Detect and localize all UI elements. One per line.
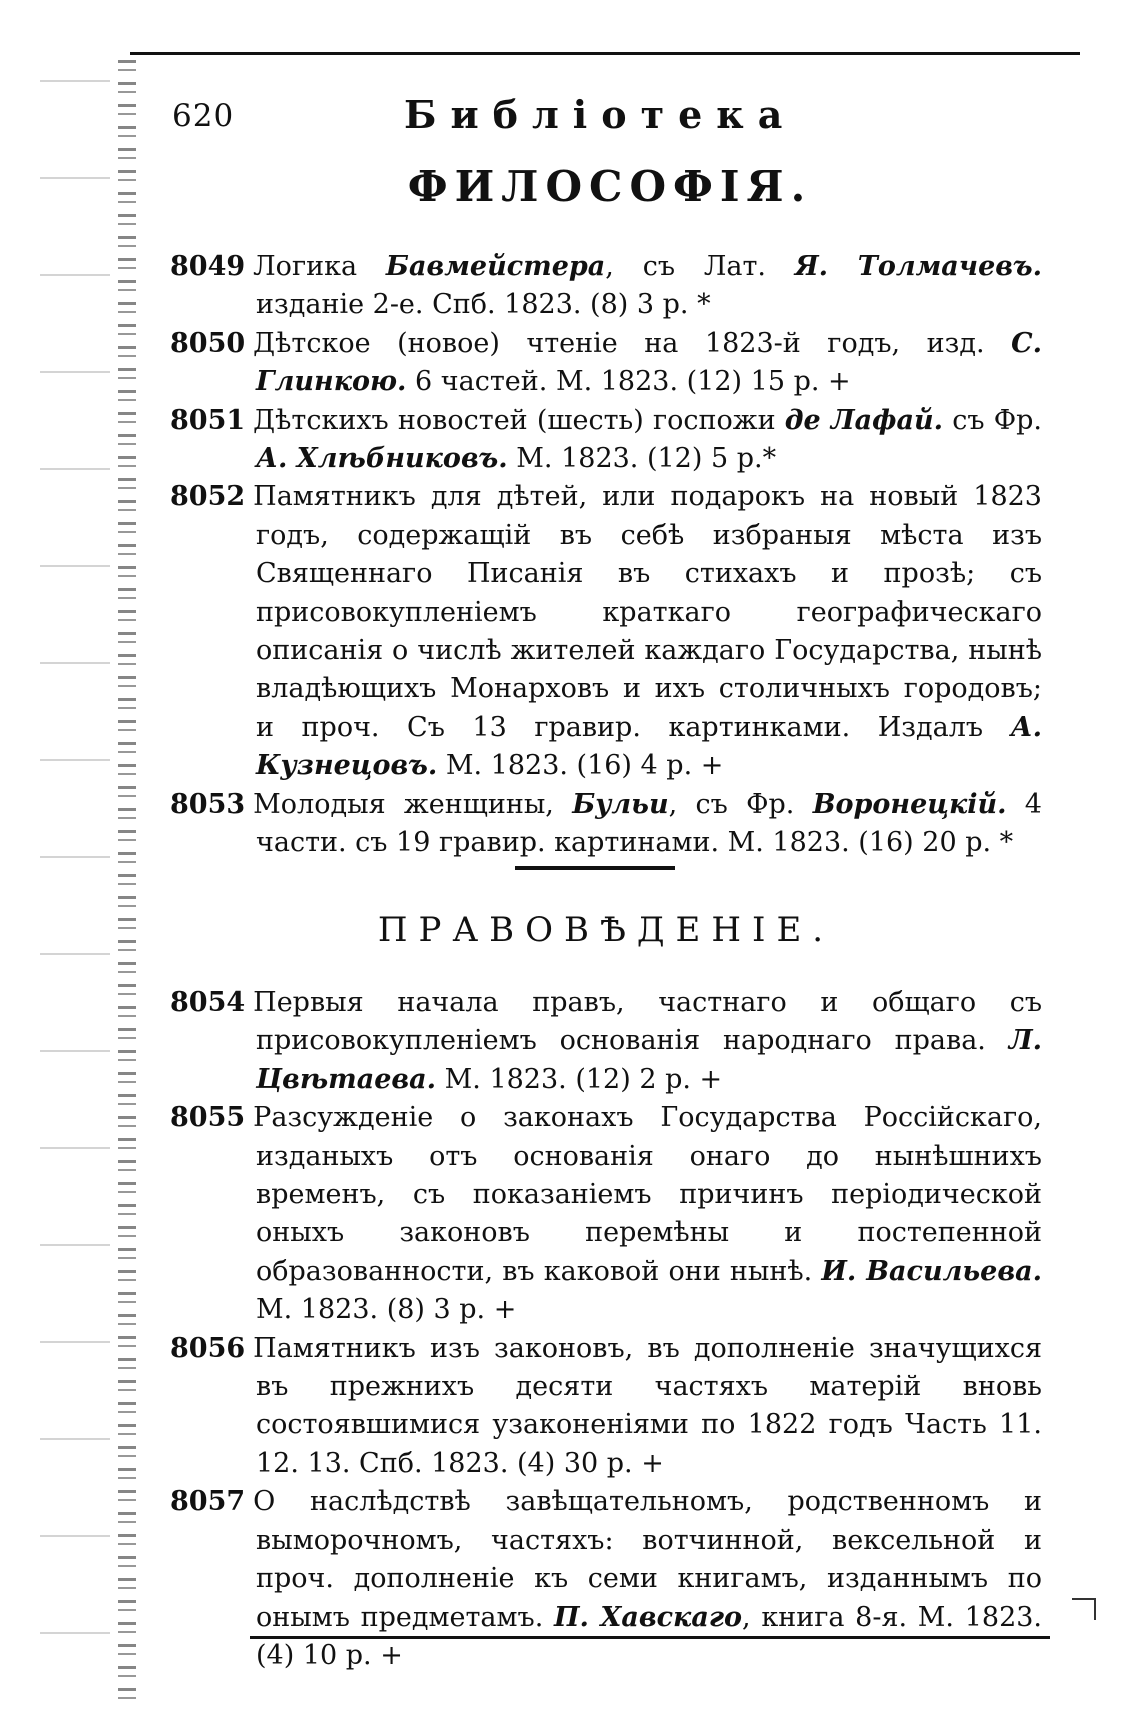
entry-text: М. 1823. (8) 3 р. + <box>256 1294 517 1326</box>
entry-author: А. Хлѣбниковъ. <box>256 443 508 475</box>
entry-author: Я. Толмачевъ. <box>794 251 1043 282</box>
catalog-entry <box>170 248 1042 325</box>
entry-number: 8056 <box>170 1332 246 1364</box>
top-rule <box>130 52 1080 55</box>
entry-text: Дѣтскихъ новостей (шесть) госпожи <box>253 404 785 436</box>
entry-text: съ Фр. <box>943 404 1042 436</box>
entry-author: С. Глинкою. <box>256 327 1042 398</box>
entry-number: 8052 <box>170 481 246 513</box>
entry-author: А. Кузнецовъ. <box>256 711 1042 782</box>
entry-text: Дѣтское (новое) чтеніе на 1823-й годъ, изд. <box>253 327 1012 359</box>
catalog-entry <box>170 1330 1042 1484</box>
entry-text: изданіе 2-е. Спб. 1823. (8) 3 р. * <box>256 289 711 321</box>
entry-author: П. Хавскаго <box>554 1601 743 1633</box>
entry-text: , книга 8-я. М. 1823. (4) 10 р. + <box>256 1601 1043 1671</box>
catalog-entry <box>170 402 1042 479</box>
entry-text: 6 частей. М. 1823. (12) 15 р. + <box>406 366 851 398</box>
entry-author: Бульи <box>572 788 669 820</box>
entry-number: 8049 <box>170 251 246 282</box>
entry-number: 8055 <box>170 1102 246 1134</box>
entry-author: де Лафай. <box>784 404 943 436</box>
catalog-entry <box>170 786 1042 863</box>
entry-author: И. Васильева. <box>821 1255 1042 1287</box>
entry-text: , съ Лат. <box>605 251 795 282</box>
catalog-entry <box>170 1099 1042 1329</box>
section-title-law: ПРАВОВѢДЕНІЕ. <box>377 910 835 950</box>
entry-number: 8053 <box>170 788 246 820</box>
entry-text: Логика <box>253 251 386 282</box>
entry-author: Воронецкій. <box>812 788 1007 820</box>
entry-text: М. 1823. (12) 5 р.* <box>507 443 777 475</box>
entry-text: Памятникъ для дѣтей, или подарокъ на новый 1823 годъ, содержащій въ себѣ избраныя мѣста изъ Священнаго Писанія въ стихахъ и прозѣ; съ присовокупленіемъ краткаго географическаго описанія о числѣ жителей каждаго Государства, нынѣ владѣющихъ Монарховъ и ихъ столичныхъ городовъ; и проч. Съ 13 гравир. картинками. Издалъ <box>253 481 1042 743</box>
section-divider <box>515 866 675 870</box>
entry-number: 8057 <box>170 1486 246 1518</box>
binding-edge <box>118 60 136 1700</box>
entry-text: , съ Фр. <box>668 788 813 820</box>
entry-text: Разсужденіе о законахъ Государства Россійскаго, изданыхъ отъ основанія онаго до нынѣшнихъ временъ, съ показаніемъ причинъ періодической оныхъ законовъ перемѣны и постепенной образованности, въ каковой они нынѣ. <box>253 1102 1042 1287</box>
entry-text: Памятникъ изъ законовъ, въ дополненіе значущихся въ прежнихъ десяти частяхъ матерій вновь состоявшимися узаконеніями по 1822 годъ Часть 11. 12. 13. Спб. 1823. (4) 30 р. + <box>253 1332 1042 1479</box>
catalog-entry <box>170 984 1042 1099</box>
entry-text: О наслѣдствѣ завѣщательномъ, родственномъ и выморочномъ, частяхъ: вотчинной, вексельной и проч. дополненіе къ семи книгамъ, изданнымъ по онымъ предметамъ. <box>253 1486 1042 1633</box>
catalog-entry <box>170 478 1042 785</box>
entry-text: М. 1823. (16) 4 р. + <box>437 750 724 782</box>
page-header <box>172 92 1032 142</box>
entry-text: 4 части. съ 19 гравир. картинами. М. 1823. (16) 20 р. * <box>256 788 1042 859</box>
catalog-entry <box>170 1483 1042 1675</box>
corner-mark <box>1072 1598 1096 1620</box>
running-head: Библіотека <box>404 92 797 137</box>
entry-number: 8050 <box>170 327 246 359</box>
entry-author: Л. Цвѣтаева. <box>256 1025 1042 1095</box>
page-number: 620 <box>172 98 235 134</box>
entry-text: М. 1823. (12) 2 р. + <box>436 1063 723 1095</box>
entry-number: 8054 <box>170 987 246 1018</box>
entry-text: Первыя начала правъ, частнаго и общаго съ присовокупленіемъ основанія народнаго права. <box>253 987 1042 1057</box>
philosophy-entries <box>170 248 1042 863</box>
entry-number: 8051 <box>170 404 246 436</box>
entry-text: Молодыя женщины, <box>253 788 573 820</box>
section-title-philosophy: ФИЛОСОФІЯ. <box>407 162 813 211</box>
law-entries <box>170 984 1042 1675</box>
bottom-rule <box>250 1636 1050 1639</box>
entry-author: Бавмейстера <box>385 251 606 282</box>
catalog-entry <box>170 325 1042 402</box>
scan-noise <box>40 40 110 1690</box>
